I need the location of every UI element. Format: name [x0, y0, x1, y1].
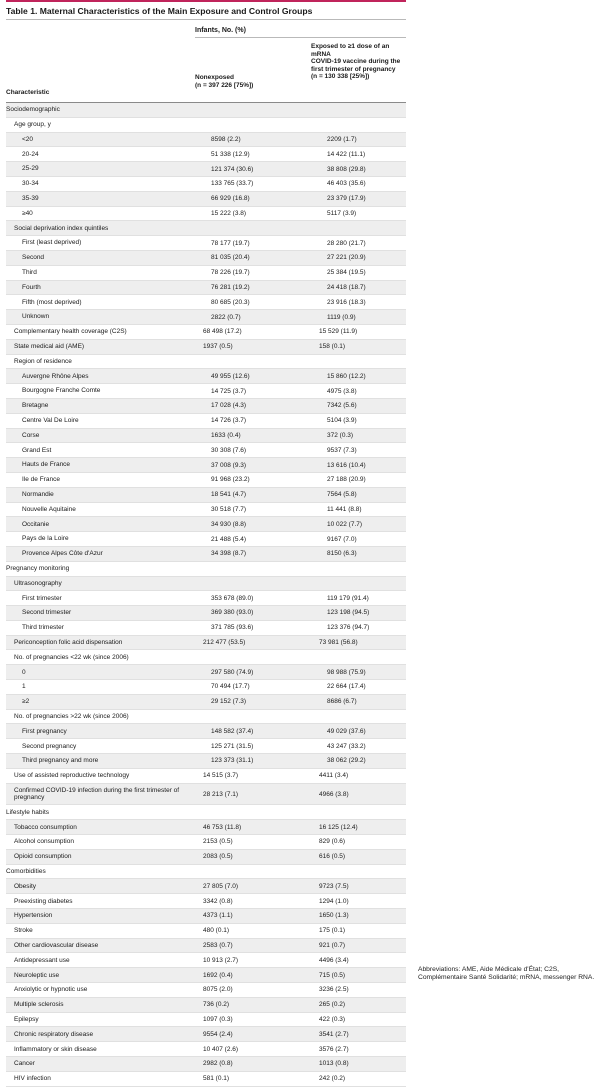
nonexposed-value: 2822 (0.7) — [211, 313, 241, 321]
exposed-value: 15 860 (12.2) — [327, 372, 366, 380]
table-row — [6, 207, 406, 222]
table-header — [6, 20, 406, 102]
exposed-value: 921 (0.7) — [319, 942, 346, 950]
nonexposed-value: 353 678 (89.0) — [211, 594, 254, 602]
table-row — [6, 680, 406, 695]
exposed-value: 158 (0.1) — [319, 343, 346, 351]
table-row — [6, 221, 406, 236]
nonexposed-value: 10 407 (2.6) — [203, 1045, 239, 1053]
table-row — [6, 953, 406, 968]
nonexposed-value: 123 373 (31.1) — [211, 757, 254, 765]
table-row — [6, 458, 406, 473]
row-label: Stroke — [14, 927, 33, 935]
nonexposed-value: 297 580 (74.9) — [211, 668, 254, 676]
nonexposed-value: 37 008 (9.3) — [211, 461, 247, 469]
table-row — [6, 295, 406, 310]
exposed-value: 123 376 (94.7) — [327, 624, 370, 632]
table-row — [6, 340, 406, 355]
nonexposed-value: 15 222 (3.8) — [211, 209, 247, 217]
row-label: Region of residence — [14, 357, 72, 365]
row-label: Neuroleptic use — [14, 971, 60, 979]
exposed-value: 1294 (1.0) — [319, 897, 349, 905]
nonexposed-value: 17 028 (4.3) — [211, 402, 247, 410]
nonexposed-value: 3342 (0.8) — [203, 897, 233, 905]
table-row — [6, 532, 406, 547]
infants-header: Infants, No. (%) — [195, 27, 246, 34]
header-divider — [195, 37, 406, 38]
col2-header-line: COVID-19 vaccine during the — [311, 58, 401, 66]
row-label: Fourth — [22, 283, 41, 291]
nonexposed-value: 371 785 (93.6) — [211, 624, 254, 632]
row-label: State medical aid (AME) — [14, 343, 85, 351]
row-label: Auvergne Rhône Alpes — [22, 372, 89, 380]
exposed-value: 49 029 (37.6) — [327, 727, 366, 735]
table-row — [6, 998, 406, 1013]
nonexposed-value: 14 726 (3.7) — [211, 417, 247, 425]
table-row — [6, 251, 406, 266]
table-row — [6, 384, 406, 399]
table-row — [6, 820, 406, 835]
exposed-value: 422 (0.3) — [319, 1016, 346, 1023]
row-label: 0 — [22, 668, 26, 676]
table-row — [6, 310, 406, 325]
nonexposed-value: 9554 (2.4) — [203, 1030, 233, 1038]
nonexposed-value: 51 338 (12.9) — [211, 150, 250, 158]
nonexposed-value: 8075 (2.0) — [203, 986, 233, 994]
nonexposed-value: 736 (0.2) — [203, 1001, 230, 1009]
exposed-value: 2209 (1.7) — [327, 135, 357, 143]
col1-header-line: (n = 397 226 [75%]) — [195, 81, 254, 89]
table-row — [6, 754, 406, 769]
row-label: Pregnancy monitoring — [6, 565, 70, 572]
exposed-value: 715 (0.5) — [319, 971, 346, 979]
table-row — [6, 177, 406, 192]
exposed-value: 1119 (0.9) — [327, 313, 356, 321]
row-label: Preexisting diabetes — [14, 897, 73, 905]
table-row — [6, 784, 406, 806]
nonexposed-value: 46 753 (11.8) — [203, 823, 242, 831]
table-row — [6, 724, 406, 739]
row-label: HIV infection — [14, 1075, 51, 1083]
row-label: Inflammatory or skin disease — [14, 1045, 97, 1053]
nonexposed-value: 78 177 (19.7) — [211, 239, 250, 247]
table-row — [6, 577, 406, 592]
row-label: ≥2 — [22, 698, 30, 706]
row-label: Bourgogne Franche Comte — [22, 387, 101, 395]
exposed-value: 9167 (7.0) — [327, 535, 357, 543]
nonexposed-value: 2583 (0.7) — [203, 942, 233, 950]
characteristic-column-header: Characteristic — [6, 89, 50, 96]
maternal-characteristics-table — [6, 0, 406, 1087]
table-row — [6, 355, 406, 370]
row-label: 25-29 — [22, 165, 39, 173]
row-label: No. of pregnancies >22 wk (since 2006) — [14, 712, 129, 720]
exposed-value: 4966 (3.8) — [319, 790, 349, 798]
table-row — [6, 894, 406, 909]
exposed-value: 1650 (1.3) — [319, 912, 349, 920]
nonexposed-value: 34 398 (8.7) — [211, 550, 247, 558]
table-row — [6, 591, 406, 606]
row-label: Unknown — [22, 313, 50, 321]
exposed-value: 38 808 (29.8) — [327, 165, 366, 173]
exposed-value: 27 188 (20.9) — [327, 476, 366, 484]
row-label: Complementary health coverage (C2S) — [14, 328, 127, 336]
nonexposed-value: 212 477 (53.5) — [203, 639, 246, 647]
row-label: Hauts de France — [22, 461, 71, 469]
table-row — [6, 1042, 406, 1057]
exposed-value: 13 616 (10.4) — [327, 461, 366, 469]
table-row — [6, 1072, 406, 1087]
row-label: Second — [22, 254, 45, 262]
table-row — [6, 443, 406, 458]
table-row — [6, 503, 406, 518]
nonexposed-value: 68 498 (17.2) — [203, 328, 242, 336]
exposed-value: 9537 (7.3) — [327, 446, 357, 454]
row-label: Obesity — [14, 882, 37, 890]
exposed-value: 175 (0.1) — [319, 927, 346, 935]
exposed-value: 616 (0.5) — [319, 853, 346, 861]
exposed-value: 25 384 (19.5) — [327, 269, 366, 277]
abbreviations-footnote: Abbreviations: AME, Aide Médicale d'État; C2S, Complémentaire Santé Solidarité; mRNA, messenger RNA. — [418, 966, 595, 982]
exposed-value: 46 403 (35.6) — [327, 180, 366, 188]
exposed-value: 265 (0.2) — [319, 1001, 346, 1009]
row-label: Cancer — [14, 1060, 35, 1068]
row-label: Hypertension — [14, 912, 53, 920]
row-label: First pregnancy — [22, 727, 67, 735]
exposed-value: 3541 (2.7) — [319, 1030, 349, 1038]
row-label: Antidepressant use — [14, 956, 70, 964]
table-row — [6, 710, 406, 725]
row-label: Second trimester — [22, 609, 72, 617]
table-row — [6, 473, 406, 488]
exposed-value: 28 280 (21.7) — [327, 239, 366, 247]
nonexposed-value: 4373 (1.1) — [203, 912, 233, 920]
row-label: Epilepsy — [14, 1015, 39, 1023]
row-label: <20 — [22, 135, 34, 143]
table-row — [6, 850, 406, 865]
col2-header-line: Exposed to ≥1 dose of an mRNA — [311, 43, 390, 58]
exposed-column-header — [311, 43, 406, 81]
row-label: 20-24 — [22, 150, 39, 158]
row-label: 1 — [22, 683, 26, 691]
row-label: Grand Est — [22, 446, 52, 454]
table-title: Table 1. Maternal Characteristics of the Main Exposure and Control Groups — [6, 2, 406, 20]
nonexposed-value: 14 515 (3.7) — [203, 772, 239, 780]
row-label: Pays de la Loire — [22, 535, 69, 543]
nonexposed-value: 1692 (0.4) — [203, 971, 233, 979]
table-row — [6, 695, 406, 710]
table-row — [6, 236, 406, 251]
table-row — [6, 429, 406, 444]
nonexposed-value: 2982 (0.8) — [203, 1060, 233, 1068]
row-label: Third — [22, 269, 37, 277]
exposed-value: 16 125 (12.4) — [319, 823, 358, 831]
row-label: First trimester — [22, 594, 62, 602]
row-label: No. of pregnancies <22 wk (since 2006) — [14, 653, 129, 661]
nonexposed-value: 8598 (2.2) — [211, 135, 241, 143]
row-label: Other cardiovascular disease — [14, 941, 99, 949]
exposed-value: 119 179 (91.4) — [327, 594, 369, 602]
nonexposed-value: 30 308 (7.6) — [211, 446, 247, 454]
nonexposed-value: 91 968 (23.2) — [211, 476, 250, 484]
nonexposed-column-header — [195, 74, 305, 89]
nonexposed-value: 125 271 (31.5) — [211, 742, 254, 750]
nonexposed-value: 581 (0.1) — [203, 1075, 230, 1083]
row-label: Age group, y — [14, 121, 51, 129]
exposed-value: 3576 (2.7) — [319, 1045, 349, 1053]
table-row — [6, 1027, 406, 1042]
exposed-value: 4411 (3.4) — [319, 772, 349, 780]
table-row — [6, 369, 406, 384]
row-label: Second pregnancy — [22, 742, 77, 750]
row-label: Multiple sclerosis — [14, 1001, 64, 1009]
exposed-value: 829 (0.6) — [319, 838, 346, 846]
row-label: 35-39 — [22, 195, 39, 203]
nonexposed-value: 29 152 (7.3) — [211, 698, 247, 706]
nonexposed-value: 21 488 (5.4) — [211, 535, 247, 543]
col2-header-line: first trimester of pregnancy — [311, 65, 396, 73]
exposed-value: 10 022 (7.7) — [327, 520, 363, 528]
exposed-value: 27 221 (20.9) — [327, 254, 366, 262]
row-label: Sociodemographic — [6, 106, 60, 114]
row-label: Use of assisted reproductive technology — [14, 772, 130, 780]
row-label: Social deprivation index quintiles — [14, 224, 109, 232]
exposed-value: 4496 (3.4) — [319, 956, 349, 964]
nonexposed-value: 34 930 (8.8) — [211, 520, 247, 528]
table-row — [6, 192, 406, 207]
exposed-value: 8150 (6.3) — [327, 550, 357, 558]
table-row — [6, 517, 406, 532]
nonexposed-value: 1097 (0.3) — [203, 1016, 233, 1023]
exposed-value: 38 062 (29.2) — [327, 757, 366, 765]
table-body — [6, 102, 406, 1087]
exposed-value: 9723 (7.5) — [319, 882, 349, 890]
nonexposed-value: 2083 (0.5) — [203, 853, 233, 861]
table-row — [6, 103, 406, 118]
nonexposed-value: 369 380 (93.0) — [211, 609, 254, 617]
nonexposed-value: 121 374 (30.6) — [211, 165, 254, 173]
row-label: Bretagne — [22, 402, 49, 410]
table-row — [6, 865, 406, 880]
row-label: ≥40 — [22, 209, 33, 217]
nonexposed-value: 480 (0.1) — [203, 927, 230, 935]
exposed-value: 23 379 (17.9) — [327, 195, 366, 203]
table-row — [6, 562, 406, 577]
nonexposed-value: 81 035 (20.4) — [211, 254, 250, 262]
row-label: Ultrasonography — [14, 579, 62, 587]
table-row — [6, 118, 406, 133]
nonexposed-value: 30 518 (7.7) — [211, 505, 247, 513]
table-row — [6, 909, 406, 924]
row-label: Centre Val De Loire — [22, 417, 79, 425]
exposed-value: 5117 (3.9) — [327, 209, 357, 217]
table-row — [6, 488, 406, 503]
table-row — [6, 133, 406, 148]
row-label: Chronic respiratory disease — [14, 1030, 94, 1038]
table-row — [6, 162, 406, 177]
nonexposed-value: 10 913 (2.7) — [203, 956, 239, 964]
table-row — [6, 414, 406, 429]
nonexposed-value: 80 685 (20.3) — [211, 298, 250, 306]
nonexposed-value: 14 725 (3.7) — [211, 387, 247, 395]
table-row — [6, 835, 406, 850]
row-label: Confirmed COVID-19 infection during the first trimester of pregnancy — [14, 786, 180, 802]
row-label: Anxiolytic or hypnotic use — [14, 986, 88, 994]
row-label: 30-34 — [22, 180, 39, 188]
table-row — [6, 399, 406, 414]
table-row — [6, 1013, 406, 1028]
nonexposed-value: 78 226 (19.7) — [211, 269, 250, 277]
table-row — [6, 1057, 406, 1072]
nonexposed-value: 2153 (0.5) — [203, 838, 233, 846]
table-row — [6, 621, 406, 636]
table-row — [6, 968, 406, 983]
exposed-value: 7564 (5.8) — [327, 491, 357, 499]
nonexposed-value: 70 494 (17.7) — [211, 683, 250, 691]
exposed-value: 5104 (3.9) — [327, 417, 357, 425]
row-label: Tobacco consumption — [14, 823, 77, 831]
exposed-value: 8686 (6.7) — [327, 698, 357, 706]
exposed-value: 22 664 (17.4) — [327, 683, 366, 691]
row-label: Ile de France — [22, 476, 60, 484]
row-label: Normandie — [22, 491, 54, 499]
row-label: Third trimester — [22, 624, 64, 632]
nonexposed-value: 148 582 (37.4) — [211, 727, 254, 735]
row-label: Comorbidities — [6, 867, 46, 875]
table-row — [6, 547, 406, 562]
exposed-value: 23 916 (18.3) — [327, 298, 366, 306]
exposed-value: 3236 (2.5) — [319, 986, 349, 994]
nonexposed-value: 66 929 (16.8) — [211, 195, 250, 203]
exposed-value: 24 418 (18.7) — [327, 283, 366, 291]
table-row — [6, 879, 406, 894]
nonexposed-value: 27 805 (7.0) — [203, 882, 239, 890]
exposed-value: 123 198 (94.5) — [327, 609, 370, 617]
exposed-value: 11 441 (8.8) — [327, 505, 362, 513]
nonexposed-value: 76 281 (19.2) — [211, 283, 250, 291]
exposed-value: 7342 (5.6) — [327, 402, 357, 410]
nonexposed-value: 18 541 (4.7) — [211, 491, 247, 499]
table-row — [6, 650, 406, 665]
table-row — [6, 939, 406, 954]
col1-header-line: Nonexposed — [195, 74, 235, 81]
exposed-value: 98 988 (75.9) — [327, 668, 366, 676]
table-row — [6, 636, 406, 651]
row-label: Alcohol consumption — [14, 838, 74, 846]
row-label: Lifestyle habits — [6, 808, 49, 816]
row-label: Fifth (most deprived) — [22, 298, 82, 306]
row-label: Occitanie — [22, 520, 50, 528]
table-row — [6, 739, 406, 754]
nonexposed-value: 28 213 (7.1) — [203, 790, 239, 798]
table-row — [6, 805, 406, 820]
table-row — [6, 266, 406, 281]
row-label: Third pregnancy and more — [22, 757, 99, 765]
row-label: Corse — [22, 431, 40, 439]
table-row — [6, 983, 406, 998]
exposed-value: 4975 (3.8) — [327, 387, 357, 395]
table-row — [6, 924, 406, 939]
row-label: Provence Alpes Côte d'Azur — [22, 550, 103, 558]
table-row — [6, 665, 406, 680]
table-row — [6, 606, 406, 621]
nonexposed-value: 1937 (0.5) — [203, 343, 233, 351]
exposed-value: 73 981 (56.8) — [319, 639, 358, 647]
exposed-value: 1013 (0.8) — [319, 1060, 349, 1068]
row-label: First (least deprived) — [22, 239, 82, 247]
table-row — [6, 325, 406, 340]
table-row — [6, 147, 406, 162]
table-row — [6, 281, 406, 296]
exposed-value: 372 (0.3) — [327, 431, 354, 439]
nonexposed-value: 49 955 (12.6) — [211, 372, 250, 380]
col2-header-line: (n = 130 338 [25%]) — [311, 73, 370, 81]
table-row — [6, 769, 406, 784]
exposed-value: 43 247 (33.2) — [327, 742, 366, 750]
nonexposed-value: 1633 (0.4) — [211, 431, 241, 439]
nonexposed-value: 133 765 (33.7) — [211, 180, 254, 188]
exposed-value: 15 529 (11.9) — [319, 328, 358, 336]
exposed-value: 14 422 (11.1) — [327, 150, 366, 158]
exposed-value: 242 (0.2) — [319, 1075, 346, 1083]
row-label: Periconception folic acid dispensation — [14, 638, 123, 646]
row-label: Opioid consumption — [14, 853, 72, 861]
row-label: Nouvelle Aquitaine — [22, 505, 76, 513]
